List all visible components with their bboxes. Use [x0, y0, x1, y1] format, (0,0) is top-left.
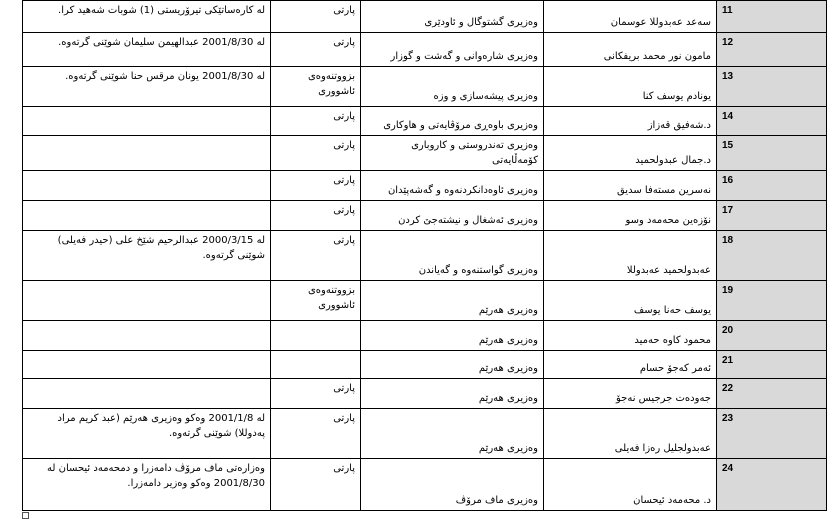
note-cell [23, 136, 271, 171]
ministers-table [22, 0, 827, 511]
name-cell: جەودەت جرجیس نەجۆ [544, 379, 717, 409]
paragraph-end-mark [22, 512, 29, 519]
table-row [23, 281, 827, 321]
note-cell: لە 2001/8/30 عبدالهیمن سلیمان شوێنی گرتەوە. [23, 33, 271, 67]
name-cell: د.جمال عبدولحمید [544, 136, 717, 171]
row-number: 13 [717, 67, 827, 107]
bloc-cell: بزووتنەوەی ئاشووری [271, 281, 361, 321]
name-cell: نەسرین مستەفا سدیق [544, 171, 717, 201]
post-cell: وەزیری گواستنەوە و گەیاندن [361, 231, 544, 281]
bloc-cell: پارتی [271, 231, 361, 281]
table-row [23, 231, 827, 281]
name-cell: مامون نور محمد بریفکانی [544, 33, 717, 67]
post-cell: وەزیری گشتوگال و ئاودێری [361, 1, 544, 33]
post-cell: وەزیری ماف مرۆڤ [361, 459, 544, 511]
post-cell: وەزیری ئاوەدانکردنەوە و گەشەپێدان [361, 171, 544, 201]
post-cell: وەزیری پیشەسازی و وزە [361, 67, 544, 107]
bloc-cell: پارتی [271, 379, 361, 409]
post-cell: وەزیری هەرێم [361, 379, 544, 409]
note-cell: لە کارەساتێکی تیرۆریستی (1) شوبات شەهید کرا. [23, 1, 271, 33]
name-cell: یوسف حەنا یوسف [544, 281, 717, 321]
post-cell: وەزیری تەندروستی و کاروباری کۆمەڵایەتی [361, 136, 544, 171]
post-cell: وەزیری هەرێم [361, 409, 544, 459]
post-cell: وەزیری هەرێم [361, 321, 544, 351]
table-row [23, 67, 827, 107]
note-cell [23, 171, 271, 201]
row-number: 19 [717, 281, 827, 321]
post-cell: وەزیری ئەشغال و نیشتەجێ کردن [361, 201, 544, 231]
table-row [23, 136, 827, 171]
row-number: 23 [717, 409, 827, 459]
table-row [23, 1, 827, 33]
post-cell: وەزیری هەرێم [361, 281, 544, 321]
table-row [23, 459, 827, 511]
bloc-cell: پارتی [271, 409, 361, 459]
bloc-cell [271, 351, 361, 379]
table-row [23, 351, 827, 379]
bloc-cell [271, 321, 361, 351]
table-row [23, 379, 827, 409]
row-number: 11 [717, 1, 827, 33]
note-cell [23, 351, 271, 379]
bloc-cell: پارتی [271, 107, 361, 136]
note-cell [23, 107, 271, 136]
name-cell: عەبدولجلیل رەزا فەیلی [544, 409, 717, 459]
name-cell: محمود کاوە حەمید [544, 321, 717, 351]
name-cell: سەعد عەبدوللا عوسمان [544, 1, 717, 33]
note-cell: لە 2001/1/8 وەکو وەزیری هەرێم (عبد کریم مراد پەدوللا) شوێنی گرتەوە. [23, 409, 271, 459]
bloc-cell: بزووتنەوەی ئاشووری [271, 67, 361, 107]
bloc-cell: پارتی [271, 171, 361, 201]
name-cell: د. محەمەد ئیحسان [544, 459, 717, 511]
table-row [23, 201, 827, 231]
row-number: 24 [717, 459, 827, 511]
row-number: 21 [717, 351, 827, 379]
post-cell: وەزیری باوەڕی مرۆڤایەتی و هاوکاری [361, 107, 544, 136]
bloc-cell: پارتی [271, 459, 361, 511]
bloc-cell: پارتی [271, 1, 361, 33]
note-cell: وەزارەتی ماف مرۆڤ دامەزرا و دمحەمەد ئیحسان لە 2001/8/30 وەکو وەزیر دامەزرا. [23, 459, 271, 511]
row-number: 18 [717, 231, 827, 281]
note-cell [23, 321, 271, 351]
row-number: 17 [717, 201, 827, 231]
note-cell [23, 201, 271, 231]
note-cell [23, 379, 271, 409]
bloc-cell: پارتی [271, 201, 361, 231]
post-cell: وەزیری هەرێم [361, 351, 544, 379]
table-row [23, 409, 827, 459]
row-number: 22 [717, 379, 827, 409]
name-cell: یونادم یوسف کنا [544, 67, 717, 107]
row-number: 15 [717, 136, 827, 171]
table-row [23, 107, 827, 136]
name-cell: عەبدولحمید عەبدوللا [544, 231, 717, 281]
bloc-cell: پارتی [271, 136, 361, 171]
name-cell: د.شەفیق قەزاز [544, 107, 717, 136]
row-number: 12 [717, 33, 827, 67]
note-cell [23, 281, 271, 321]
table-row [23, 321, 827, 351]
bloc-cell: پارتی [271, 33, 361, 67]
table-row [23, 33, 827, 67]
table-row [23, 171, 827, 201]
row-number: 16 [717, 171, 827, 201]
row-number: 14 [717, 107, 827, 136]
row-number: 20 [717, 321, 827, 351]
note-cell: لە 2001/8/30 یونان مرقس حنا شوێنی گرتەوە. [23, 67, 271, 107]
name-cell: نۆزەین محەمەد وسو [544, 201, 717, 231]
post-cell: وەزیری شارەوانی و گەشت و گوزار [361, 33, 544, 67]
name-cell: ئەمر کەجۆ حسام [544, 351, 717, 379]
note-cell: لە 2000/3/15 عبدالرحیم شێخ علی (حیدر فەیلی) شوێنی گرتەوە. [23, 231, 271, 281]
